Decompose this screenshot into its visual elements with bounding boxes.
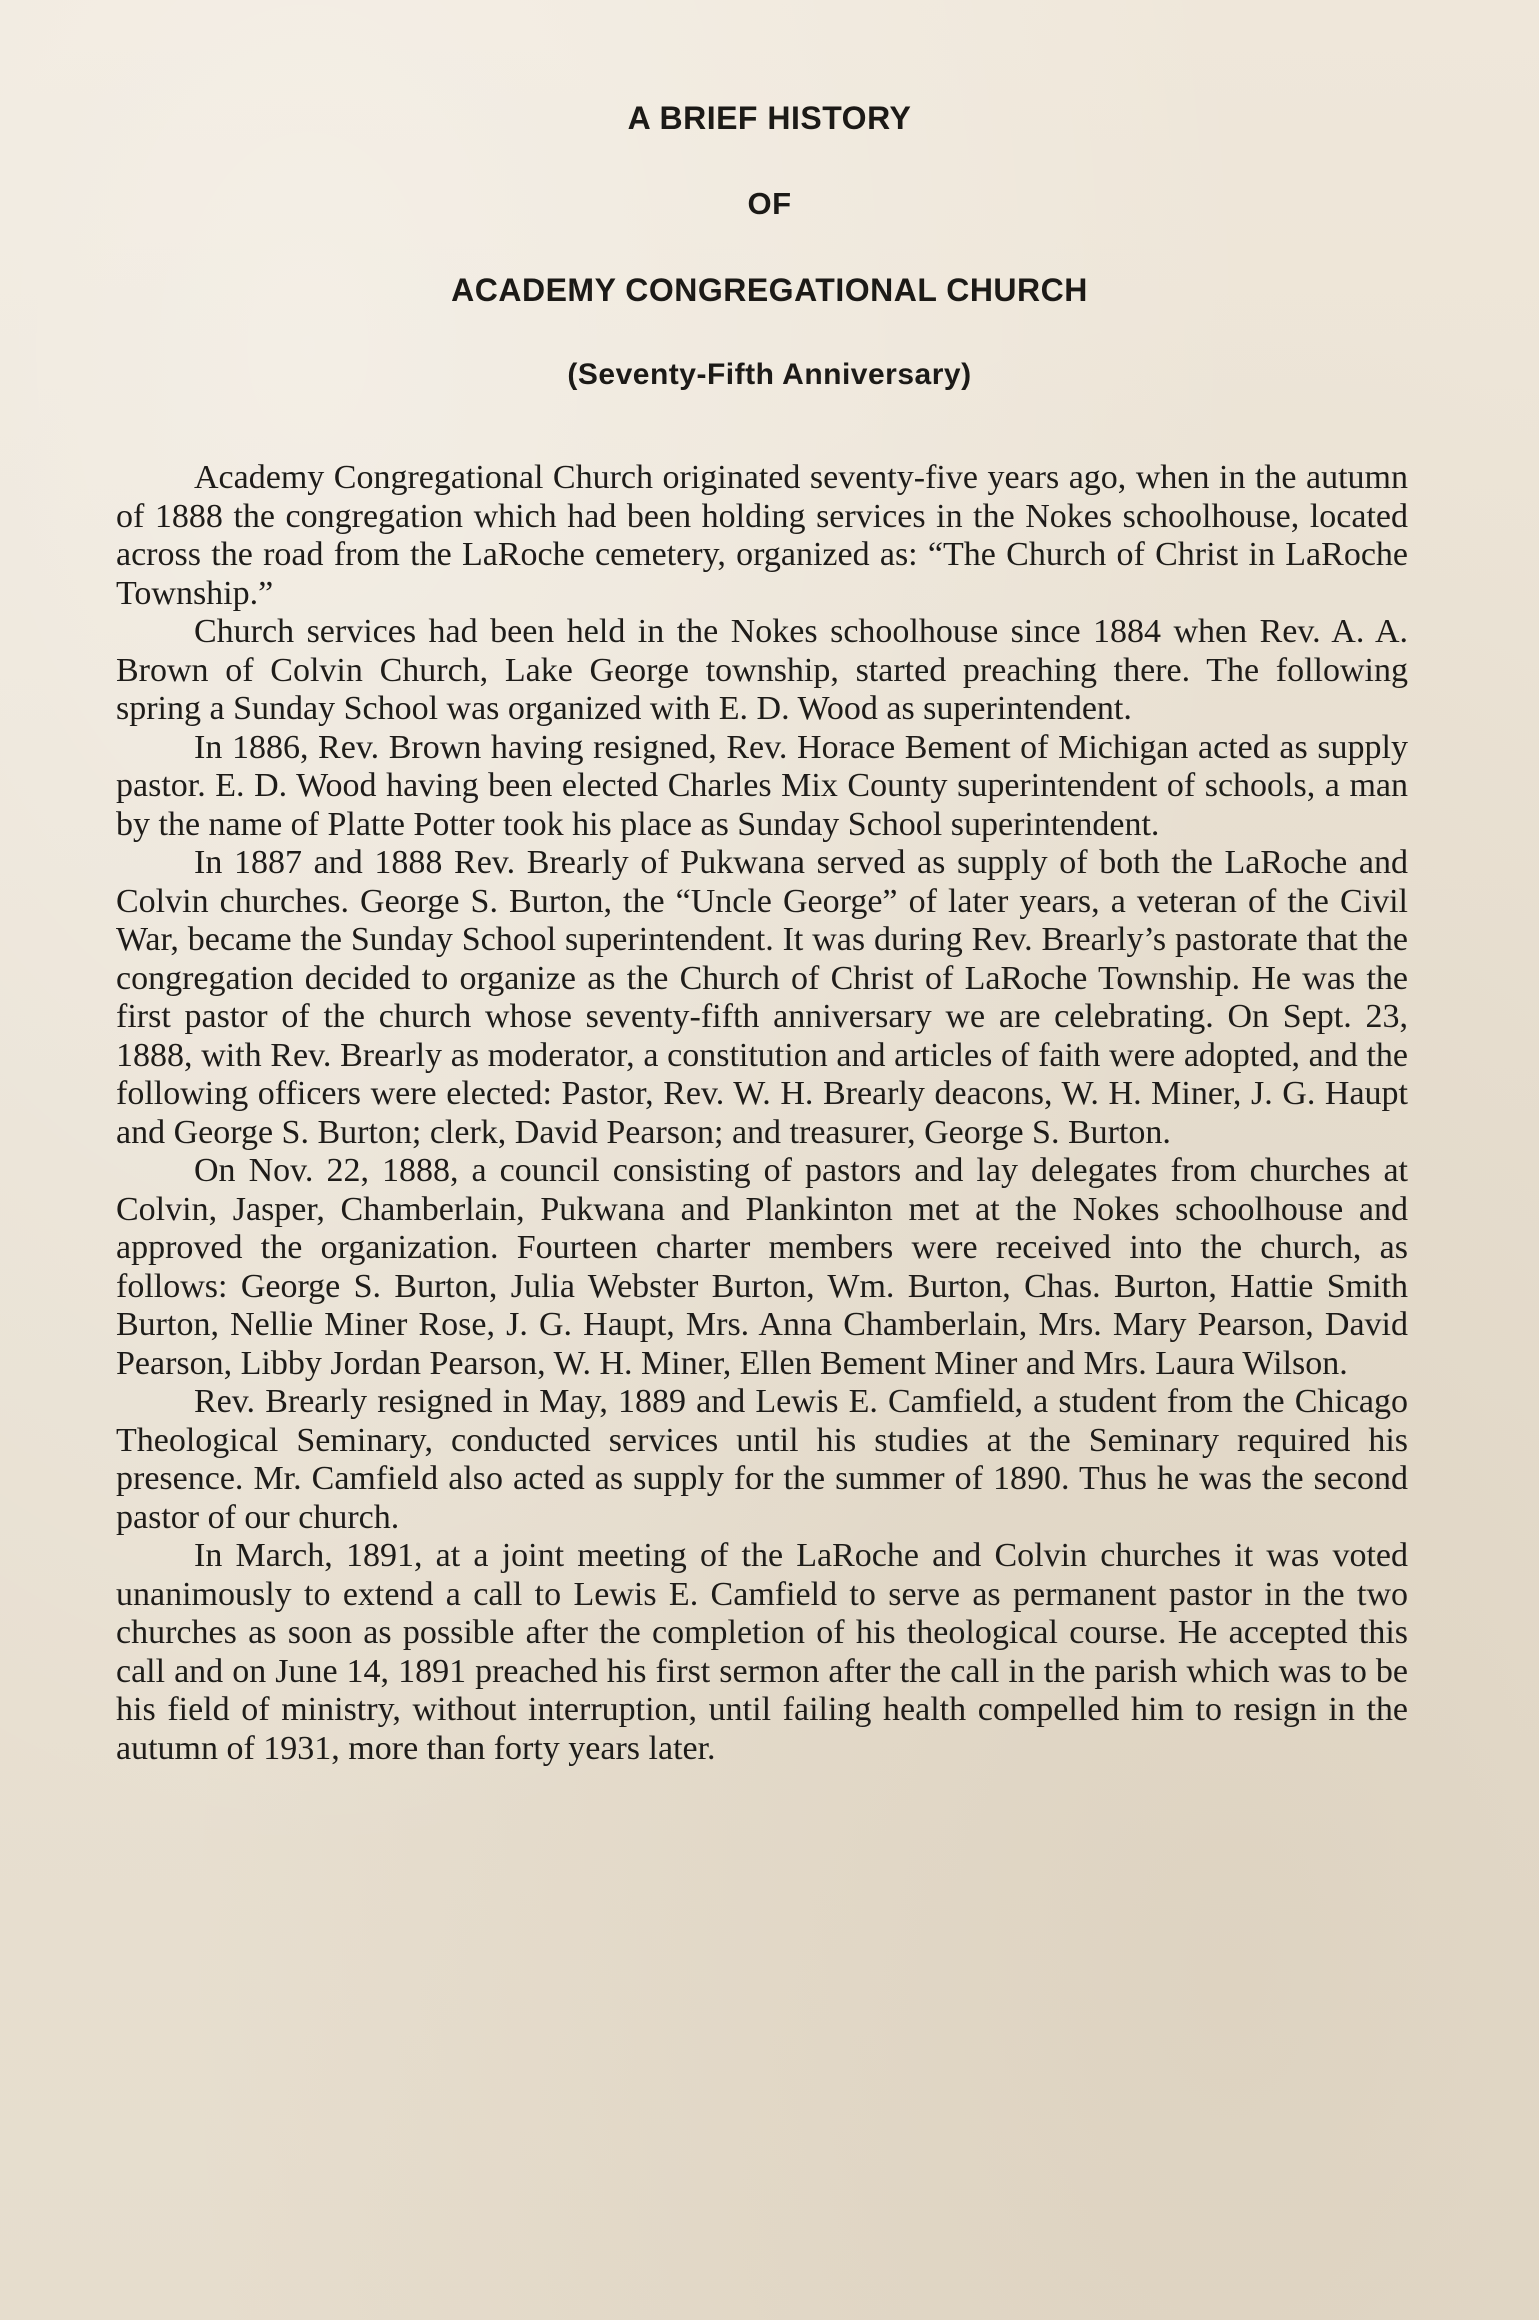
paragraph-early-services: Church services had been held in the Nokes schoolhouse since 1884 when Rev. A. A. Brown of Colvin Church, Lake George township, started preaching there. The following spring a Sunday School was organized with E. D. Wood as superintendent. — [116, 613, 1408, 727]
paragraph-second-pastor: Rev. Brearly resigned in May, 1889 and Lewis E. Camfield, a student from the Chicago Theological Seminary, conducted services until his studies at the Seminary required his presence. Mr. Camfield also acted as supply for the summer of 1890. Thus he was the second pastor of our church. — [116, 1383, 1408, 1536]
title-connector: OF — [747, 186, 792, 221]
anniversary-subtitle: (Seventy-Fifth Anniversary) — [567, 358, 972, 391]
history-body — [116, 459, 1408, 1768]
paragraph-charter-members: On Nov. 22, 1888, a council consisting of pastors and lay delegates from churches at Colvin, Jasper, Chamberlain, Pukwana and Plankinton met at the Nokes schoolhouse and approved the organization. Fourteen charter members were received into the church, as follows: George S. Burton, Julia Webster Burton, Wm. Burton, Chas. Burton, Hattie Smith Burton, Nellie Miner Rose, J. G. Haupt, Mrs. Anna Chamberlain, Mrs. Mary Pearson, David Pearson, Libby Jordan Pearson, W. H. Miner, Ellen Bement Miner and Mrs. Laura Wilson. — [116, 1152, 1408, 1382]
paragraph-permanent-pastor: In March, 1891, at a joint meeting of the LaRoche and Colvin churches it was voted unanimously to extend a call to Lewis E. Camfield to serve as permanent pastor in the two churches as soon as possible after the completion of his theological course. He accepted this call and on June 14, 1891 preached his first sermon after the call in the parish which was to be his field of ministry, without interruption, until failing health compelled him to resign in the autumn of 1931, more than forty years later. — [116, 1537, 1408, 1767]
paragraph-organization: In 1887 and 1888 Rev. Brearly of Pukwana served as supply of both the LaRoche and Colvin churches. George S. Burton, the “Uncle George” of later years, a veteran of the Civil War, became the Sunday School superintendent. It was during Rev. Brearly’s pastorate that the congregation decided to organize as the Church of Christ of LaRoche Township. He was the first pastor of the church whose seventy-fifth anniversary we are celebrating. On Sept. 23, 1888, with Rev. Brearly as moderator, a constitution and articles of faith were adopted, and the following officers were elected: Pastor, Rev. W. H. Brearly deacons, W. H. Miner, J. G. Haupt and George S. Burton; clerk, David Pearson; and treasurer, George S. Burton. — [116, 844, 1408, 1151]
church-name-heading: ACADEMY CONGREGATIONAL CHURCH — [451, 272, 1088, 308]
paragraph-1886: In 1886, Rev. Brown having resigned, Rev. Horace Bement of Michigan acted as supply pastor. E. D. Wood having been elected Charles Mix County superintendent of schools, a man by the name of Platte Potter took his place as Sunday School superintendent. — [116, 728, 1408, 843]
paragraph-origin: Academy Congregational Church originated seventy-five years ago, when in the autumn of 1888 the congregation which had been holding services in the Nokes schoolhouse, located across the road from the LaRoche cemetery, organized as: “The Church of Christ in LaRoche Township.” — [116, 459, 1408, 612]
document-title: A BRIEF HISTORY — [627, 100, 912, 136]
